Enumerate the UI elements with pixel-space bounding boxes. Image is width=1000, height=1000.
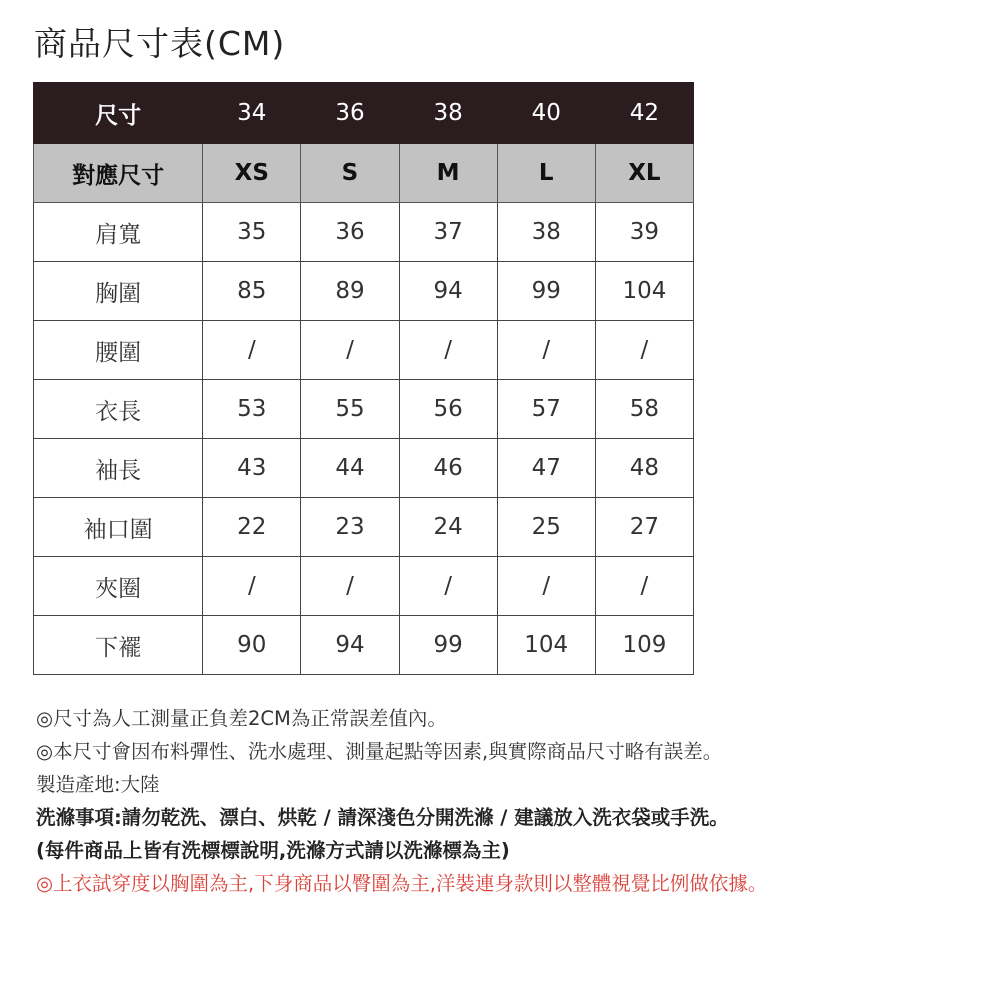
notes-section (36, 702, 986, 900)
table-cell: / (497, 321, 595, 380)
table-cell: 48 (595, 439, 693, 498)
table-cell: / (595, 557, 693, 616)
row-label-cell: 夾圈 (34, 557, 203, 616)
header-cell: 42 (595, 83, 693, 144)
table-cell: / (301, 557, 399, 616)
subheader-cell: 對應尺寸 (34, 144, 203, 203)
table-cell: / (497, 557, 595, 616)
table-cell: 104 (595, 262, 693, 321)
table-cell: 89 (301, 262, 399, 321)
row-label-cell: 袖長 (34, 439, 203, 498)
subheader-cell: L (497, 144, 595, 203)
table-cell: 94 (301, 616, 399, 675)
table-cell: 90 (203, 616, 301, 675)
table-row (34, 498, 694, 557)
subheader-cell: XL (595, 144, 693, 203)
table-cell: 47 (497, 439, 595, 498)
table-cell: 36 (301, 203, 399, 262)
subheader-cell: M (399, 144, 497, 203)
table-cell: 44 (301, 439, 399, 498)
fabric-note: ◎本尺寸會因布料彈性、洗水處理、測量起點等因素,與實際商品尺寸略有誤差。 (36, 740, 723, 763)
table-cell: 104 (497, 616, 595, 675)
care-instructions: 洗滌事項:請勿乾洗、漂白、烘乾 / 請深淺色分開洗滌 / 建議放入洗衣袋或手洗。 (36, 806, 729, 829)
table-cell: 57 (497, 380, 595, 439)
row-label-cell: 下襬 (34, 616, 203, 675)
table-cell: 25 (497, 498, 595, 557)
table-cell: 39 (595, 203, 693, 262)
row-label-cell: 腰圍 (34, 321, 203, 380)
table-row (34, 262, 694, 321)
size-header-row (34, 83, 694, 144)
table-cell: 46 (399, 439, 497, 498)
header-cell: 38 (399, 83, 497, 144)
table-row (34, 616, 694, 675)
header-cell: 34 (203, 83, 301, 144)
row-label-cell: 衣長 (34, 380, 203, 439)
header-cell: 36 (301, 83, 399, 144)
header-cell: 40 (497, 83, 595, 144)
table-cell: / (203, 321, 301, 380)
table-cell: 27 (595, 498, 693, 557)
table-cell: 99 (399, 616, 497, 675)
page-title: 商品尺寸表(CM) (34, 24, 286, 63)
subheader-cell: S (301, 144, 399, 203)
row-label-cell: 肩寬 (34, 203, 203, 262)
table-cell: 109 (595, 616, 693, 675)
row-label-cell: 胸圍 (34, 262, 203, 321)
table-cell: 55 (301, 380, 399, 439)
size-label-row (34, 144, 694, 203)
subheader-cell: XS (203, 144, 301, 203)
care-label-note: (每件商品上皆有洗標標說明,洗滌方式請以洗滌標為主) (36, 839, 510, 862)
table-cell: 38 (497, 203, 595, 262)
header-cell: 尺寸 (34, 83, 203, 144)
table-row (34, 321, 694, 380)
table-row (34, 557, 694, 616)
table-cell: 24 (399, 498, 497, 557)
table-row (34, 203, 694, 262)
table-cell: 53 (203, 380, 301, 439)
size-chart-table (33, 82, 694, 675)
origin-note: 製造產地:大陸 (36, 773, 160, 796)
fit-warning: ◎上衣試穿度以胸圍為主,下身商品以臀圍為主,洋裝連身款則以整體視覺比例做依據。 (36, 872, 768, 895)
table-cell: 43 (203, 439, 301, 498)
table-cell: 23 (301, 498, 399, 557)
table-cell: 58 (595, 380, 693, 439)
table-cell: / (399, 321, 497, 380)
table-cell: 37 (399, 203, 497, 262)
measurement-note: ◎尺寸為人工測量正負差2CM為正常誤差值內。 (36, 707, 447, 730)
table-cell: 35 (203, 203, 301, 262)
table-cell: 94 (399, 262, 497, 321)
table-cell: 22 (203, 498, 301, 557)
table-cell: 85 (203, 262, 301, 321)
table-cell: 56 (399, 380, 497, 439)
table-cell: / (399, 557, 497, 616)
table-cell: / (301, 321, 399, 380)
table-row (34, 380, 694, 439)
table-cell: 99 (497, 262, 595, 321)
row-label-cell: 袖口圍 (34, 498, 203, 557)
table-row (34, 439, 694, 498)
table-cell: / (595, 321, 693, 380)
table-cell: / (203, 557, 301, 616)
